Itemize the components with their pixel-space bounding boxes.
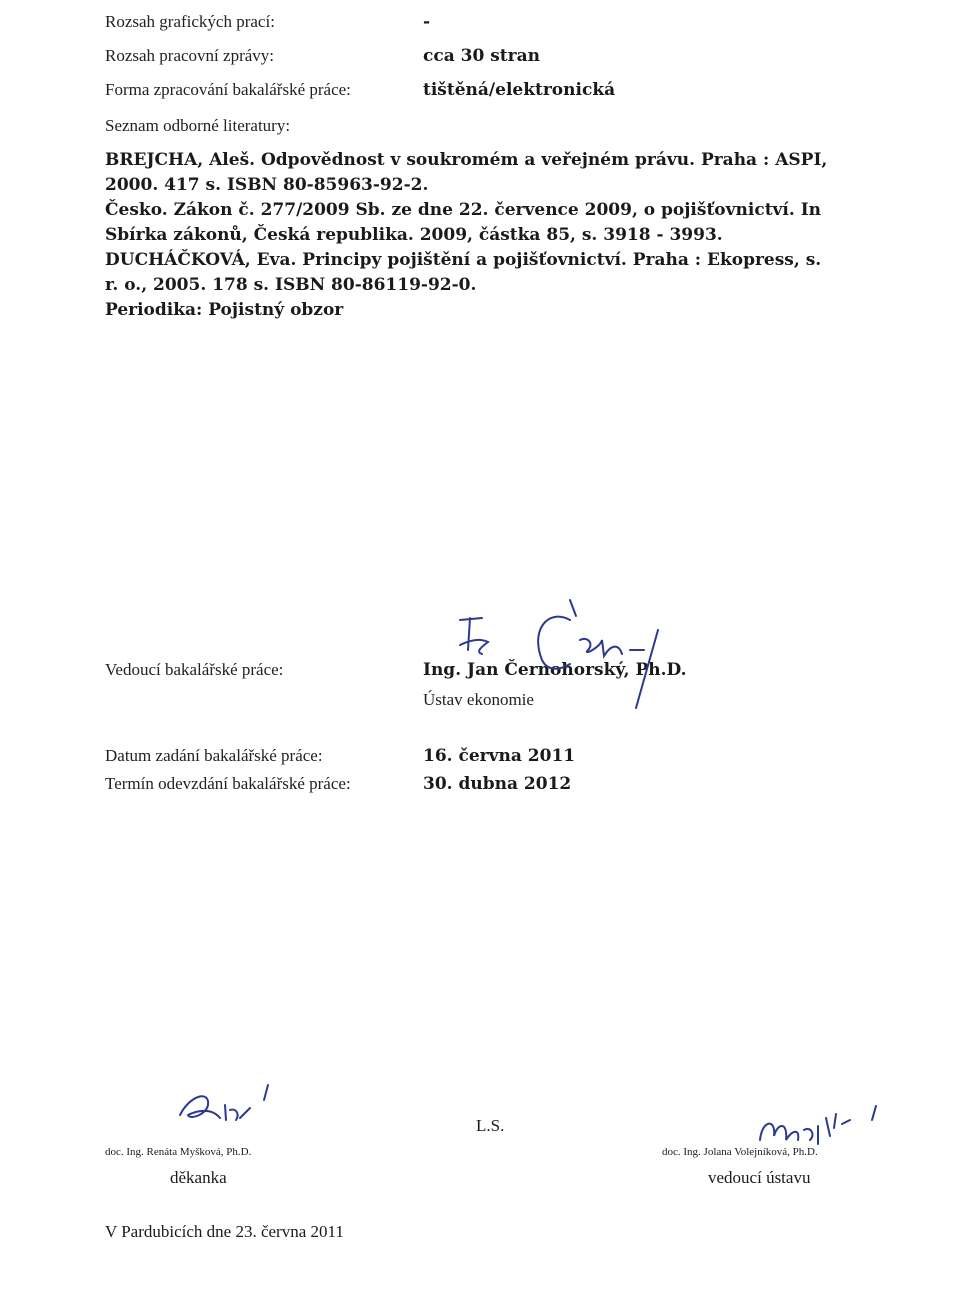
seal-mark: L.S.: [476, 1116, 505, 1135]
supervisor-department: Ústav ekonomie: [423, 690, 534, 709]
literature-line: r. o., 2005. 178 s. ISBN 80-86119-92-0.: [105, 275, 477, 295]
field-label: Forma zpracování bakalářské práce:: [105, 80, 351, 99]
literature-line: Sbírka zákonů, Česká republika. 2009, částka 85, s. 3918 - 3993.: [105, 225, 723, 245]
field-label: Seznam odborné literatury:: [105, 116, 291, 135]
submission-date-value: 30. dubna 2012: [423, 774, 572, 794]
supervisor-name: Ing. Jan Černohorský, Ph.D.: [423, 660, 687, 680]
literature-line: DUCHÁČKOVÁ, Eva. Principy pojištění a pojišťovnictví. Praha : Ekopress, s.: [105, 250, 822, 270]
literature-line: Periodika: Pojistný obzor: [105, 300, 344, 320]
field-report-scope: [105, 46, 540, 66]
submission-date-label: Termín odevzdání bakalářské práce:: [105, 774, 351, 793]
submission-date-row: [105, 774, 572, 794]
supervisor-label: Vedoucí bakalářské práce:: [105, 660, 284, 679]
literature-line: BREJCHA, Aleš. Odpovědnost v soukromém a veřejném právu. Praha : ASPI,: [105, 150, 828, 170]
place-date: V Pardubicích dne 23. června 2011: [105, 1222, 344, 1241]
field-value: cca 30 stran: [423, 46, 540, 66]
field-value: -: [423, 12, 431, 32]
assignment-date-value: 16. června 2011: [423, 746, 576, 766]
field-label: Rozsah pracovní zprávy:: [105, 46, 274, 65]
head-title: vedoucí ústavu: [708, 1168, 811, 1187]
literature-list: [105, 148, 885, 323]
assignment-date-label: Datum zadání bakalářské práce:: [105, 746, 323, 765]
dean-signature: [170, 1080, 290, 1140]
literature-line: Česko. Zákon č. 277/2009 Sb. ze dne 22. července 2009, o pojišťovnictví. In: [105, 200, 822, 220]
field-literature-list: [105, 116, 290, 136]
assignment-date-row: [105, 746, 576, 766]
field-graphic-scope: [105, 12, 431, 32]
head-name: doc. Ing. Jolana Volejníková, Ph.D.: [662, 1146, 818, 1158]
supervisor-signature: [430, 590, 670, 720]
field-value: tištěná/elektronická: [423, 80, 616, 100]
dean-name: doc. Ing. Renáta Myšková, Ph.D.: [105, 1146, 252, 1158]
literature-line: 2000. 417 s. ISBN 80-85963-92-2.: [105, 175, 429, 195]
field-thesis-form: [105, 80, 616, 100]
field-label: Rozsah grafických prací:: [105, 12, 275, 31]
dean-title: děkanka: [170, 1168, 227, 1187]
supervisor-row: [105, 660, 687, 680]
